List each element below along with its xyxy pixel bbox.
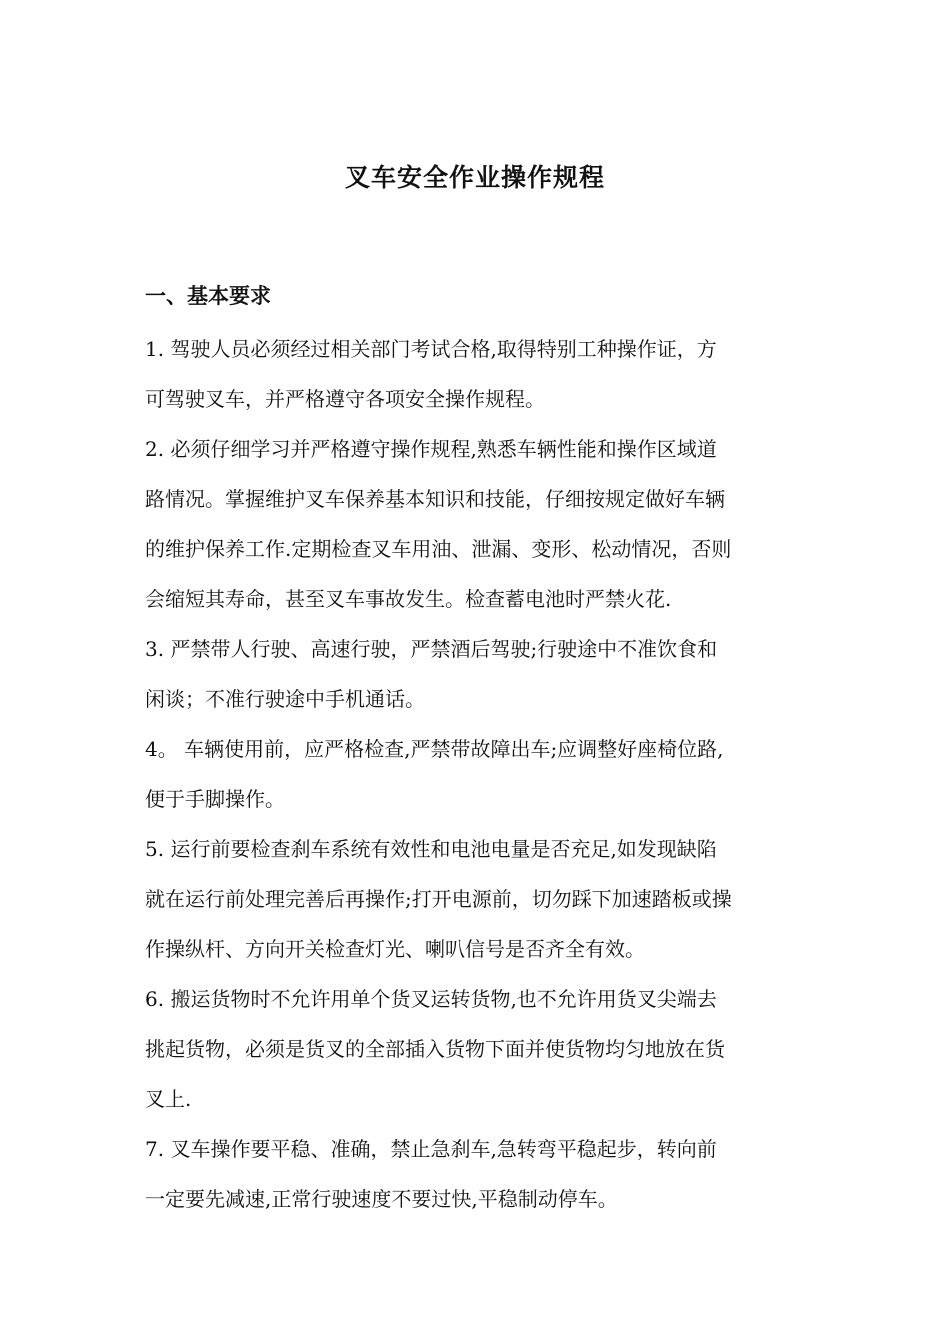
paragraph-line: 叉上. [145,1087,192,1111]
paragraph-2 [145,424,805,624]
document-body [145,324,805,1224]
section-heading: 一、基本要求 [145,283,271,308]
paragraph-line: 5. 运行前要检查刹车系统有效性和电池电量是否充足,如发现缺陷 [145,837,717,861]
paragraph-line: 4。 车辆使用前，应严格检查,严禁带故障出车;应调整好座椅位路, [145,737,724,761]
document-title: 叉车安全作业操作规程 [344,163,605,192]
paragraph-3 [145,624,805,724]
paragraph-line: 6. 搬运货物时不允许用单个货叉运转货物,也不允许用货叉尖端去 [145,987,717,1011]
paragraph-5 [145,824,805,974]
paragraph-line: 路情况。掌握维护叉车保养基本知识和技能，仔细按规定做好车辆 [145,487,725,511]
paragraph-line: 挑起货物，必须是货叉的全部插入货物下面并使货物均匀地放在货 [145,1037,725,1061]
paragraph-line: 便于手脚操作。 [145,787,285,811]
paragraph-4 [145,724,805,824]
paragraph-1 [145,324,805,424]
paragraph-line: 就在运行前处理完善后再操作;打开电源前，切勿踩下加速踏板或操 [145,887,732,911]
paragraph-line: 的维护保养工作.定期检查叉车用油、泄漏、变形、松动情况，否则 [145,537,732,561]
paragraph-line: 一定要先减速,正常行驶速度不要过快,平稳制动停车。 [145,1187,618,1211]
paragraph-line: 会缩短其寿命，甚至叉车事故发生。检查蓄电池时严禁火花. [145,587,672,611]
paragraph-line: 可驾驶叉车，并严格遵守各项安全操作规程。 [145,387,545,411]
paragraph-7 [145,1124,805,1224]
paragraph-line: 闲谈；不准行驶途中手机通话。 [145,687,425,711]
paragraph-line: 3. 严禁带人行驶、高速行驶，严禁酒后驾驶;行驶途中不准饮食和 [145,637,718,661]
paragraph-6 [145,974,805,1124]
paragraph-line: 1. 驾驶人员必须经过相关部门考试合格,取得特别工种操作证，方 [145,337,717,361]
paragraph-line: 作操纵杆、方向开关检查灯光、喇叭信号是否齐全有效。 [145,937,645,961]
paragraph-line: 7. 叉车操作要平稳、准确，禁止急刹车,急转弯平稳起步，转向前 [145,1137,717,1161]
paragraph-line: 2. 必须仔细学习并严格遵守操作规程,熟悉车辆性能和操作区域道 [145,437,717,461]
